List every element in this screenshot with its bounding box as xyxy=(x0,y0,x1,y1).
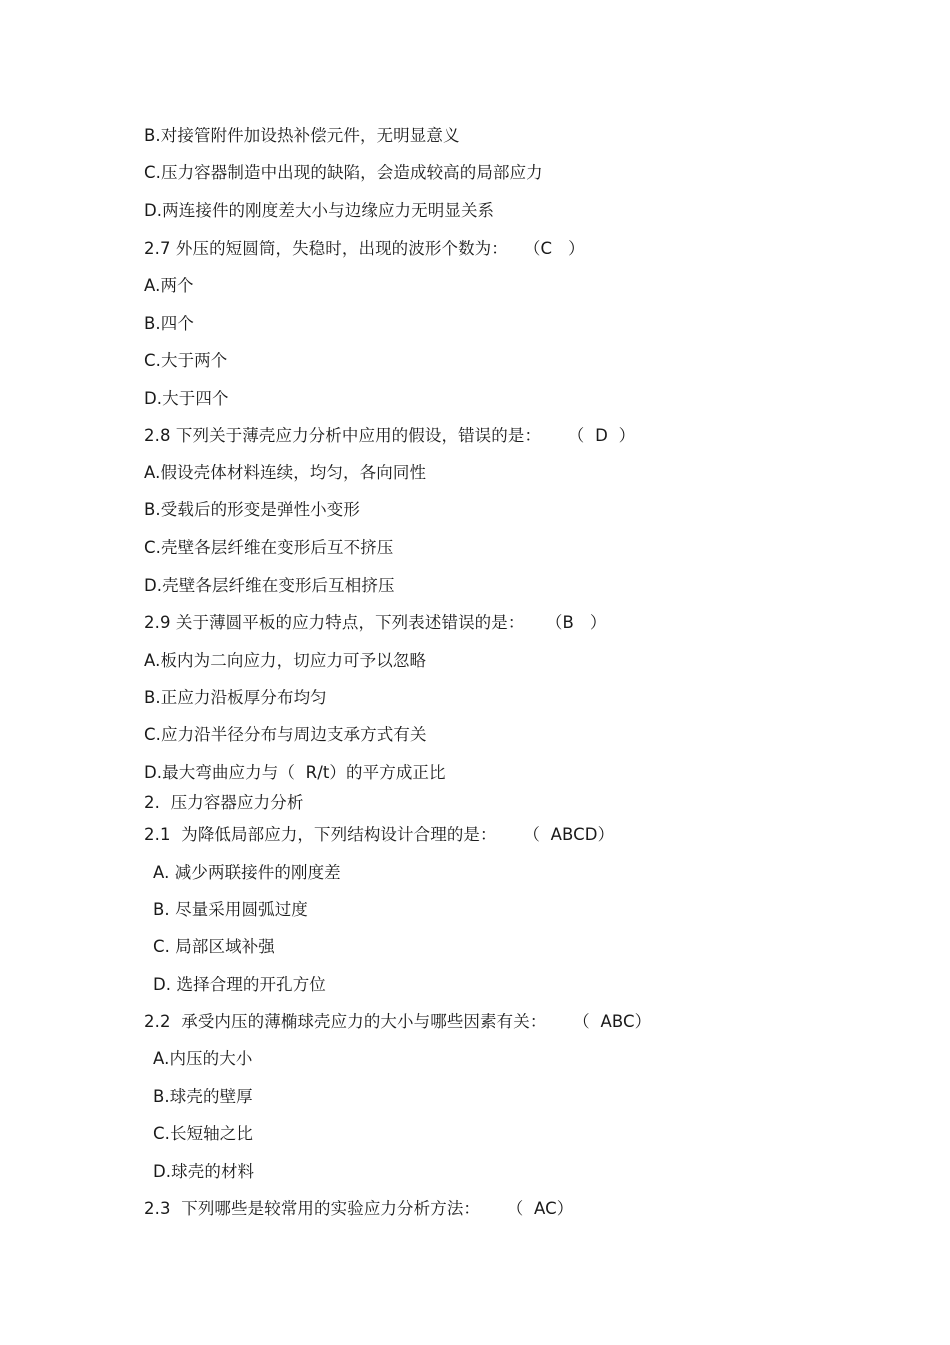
option-a-2-9: A.板内为二向应力，切应力可予以忽略 xyxy=(144,651,427,670)
option-a-2-1: A. 减少两联接件的刚度差 xyxy=(153,863,341,882)
section-heading: 2. 压力容器应力分析 xyxy=(144,793,304,812)
question-2-8: 2.8 下列关于薄壳应力分析中应用的假设，错误的是： （ D ） xyxy=(144,426,636,445)
option-c-2-9: C.应力沿半径分布与周边支承方式有关 xyxy=(144,725,427,744)
option-d-2-1: D. 选择合理的开孔方位 xyxy=(153,975,326,994)
option-b-2-9: B.正应力沿板厚分布均匀 xyxy=(144,688,327,707)
question-2-2: 2.2 承受内压的薄椭球壳应力的大小与哪些因素有关： （ ABC） xyxy=(144,1012,652,1031)
option-b-2-8: B.受载后的形变是弹性小变形 xyxy=(144,500,360,519)
question-2-1: 2.1 为降低局部应力，下列结构设计合理的是： （ ABCD） xyxy=(144,825,615,844)
option-d-2-2: D.球壳的材料 xyxy=(153,1162,255,1181)
option-c-2-6: C.压力容器制造中出现的缺陷，会造成较高的局部应力 xyxy=(144,163,543,182)
question-2-3: 2.3 下列哪些是较常用的实验应力分析方法： （ AC） xyxy=(144,1199,574,1218)
option-c-2-1: C. 局部区域补强 xyxy=(153,937,275,956)
option-d-2-8: D.壳壁各层纤维在变形后互相挤压 xyxy=(144,576,395,595)
option-b-2-2: B.球壳的壁厚 xyxy=(153,1087,253,1106)
option-d-2-9: D.最大弯曲应力与（ R/t）的平方成正比 xyxy=(144,763,446,782)
option-d-2-7: D.大于四个 xyxy=(144,389,229,408)
option-c-2-7: C.大于两个 xyxy=(144,351,228,370)
option-a-2-7: A.两个 xyxy=(144,276,194,295)
question-2-7: 2.7 外压的短圆筒，失稳时，出现的波形个数为： （C ） xyxy=(144,239,585,258)
option-b-2-6: B.对接管附件加设热补偿元件，无明显意义 xyxy=(144,126,460,145)
option-a-2-8: A.假设壳体材料连续，均匀，各向同性 xyxy=(144,463,427,482)
option-a-2-2: A.内压的大小 xyxy=(153,1049,253,1068)
question-2-9: 2.9 关于薄圆平板的应力特点，下列表述错误的是： （B ） xyxy=(144,613,607,632)
option-b-2-7: B.四个 xyxy=(144,314,194,333)
option-b-2-1: B. 尽量采用圆弧过度 xyxy=(153,900,308,919)
option-d-2-6: D.两连接件的刚度差大小与边缘应力无明显关系 xyxy=(144,201,495,220)
option-c-2-2: C.长短轴之比 xyxy=(153,1124,253,1143)
option-c-2-8: C.壳壁各层纤维在变形后互不挤压 xyxy=(144,538,394,557)
